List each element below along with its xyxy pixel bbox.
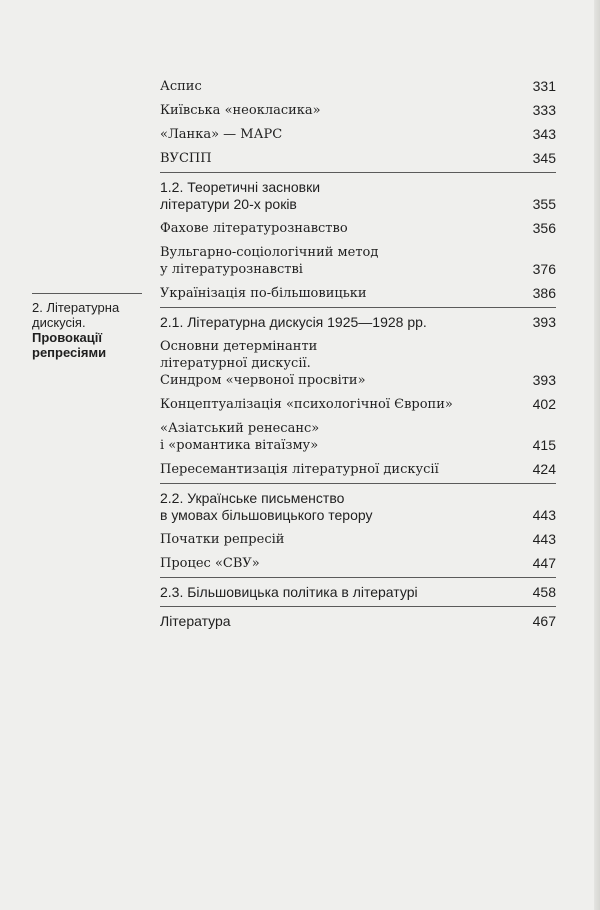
- toc-entry-title: Концептуалізація «психологічної Європи»: [160, 397, 453, 412]
- toc-entry: [160, 555, 556, 572]
- toc-divider: [160, 577, 556, 578]
- toc-divider: [160, 172, 556, 173]
- toc-page-number: 424: [532, 461, 556, 477]
- toc-entry: [160, 531, 556, 548]
- section-heading-line: 2. Літературна: [32, 300, 120, 315]
- toc-page-number: 355: [532, 196, 556, 212]
- toc-entry: [160, 338, 556, 389]
- toc-entry: [160, 461, 556, 478]
- toc-entry-title: Процес «СВУ»: [160, 556, 260, 571]
- toc-entry-title: 2.1. Літературна дискусія 1925—1928 рр.: [160, 314, 427, 330]
- section-divider: [32, 293, 142, 294]
- toc-page-number: 331: [532, 78, 556, 94]
- toc-page-number: 467: [532, 613, 556, 629]
- toc-entry-title: 2.3. Більшовицька політика в літературі: [160, 584, 418, 600]
- toc-entry: [160, 613, 556, 630]
- toc-page-number: 393: [532, 372, 556, 388]
- toc-entry: [160, 420, 556, 454]
- toc-page-number: 458: [532, 584, 556, 600]
- toc-entry-title: Вульгарно-соціологічний метод: [160, 245, 379, 260]
- toc-entry-title: і «романтика вітаїзму»: [160, 438, 319, 453]
- toc-page-number: 386: [532, 285, 556, 301]
- toc-divider: [160, 606, 556, 607]
- toc-entry-title: ВУСПП: [160, 151, 212, 166]
- toc-page-number: 402: [532, 396, 556, 412]
- toc-page-number: 443: [532, 531, 556, 547]
- toc-entry-title: «Ланка» — МАРС: [160, 127, 283, 142]
- toc-entry-title: в умовах більшовицького терору: [160, 507, 373, 523]
- toc-entry: [160, 126, 556, 143]
- section-heading-line: дискусія.: [32, 315, 86, 330]
- page-edge: [594, 0, 600, 910]
- toc-entry-title: літератури 20-х років: [160, 196, 297, 212]
- toc-entry-title: 2.2. Українське письменство: [160, 490, 345, 506]
- toc-page-number: 333: [532, 102, 556, 118]
- toc-entry-title: Київська «неокласика»: [160, 103, 321, 118]
- toc-page-number: 343: [532, 126, 556, 142]
- toc-entry-title: 1.2. Теоретичні засновки: [160, 179, 321, 195]
- toc-entry-title: Основни детермінанти: [160, 339, 318, 354]
- toc-entry-title: Синдром «червоної просвіти»: [160, 373, 366, 388]
- toc-entry: [160, 102, 556, 119]
- toc-entry: [160, 150, 556, 167]
- toc-entry-title: «Азіатський ренесанс»: [160, 421, 320, 436]
- toc-entry: [160, 244, 556, 278]
- section-heading: [32, 300, 152, 360]
- toc-entry-title: Література: [160, 613, 231, 629]
- table-of-contents: [160, 78, 556, 637]
- toc-entry-title: Початки репресій: [160, 532, 285, 547]
- toc-divider: [160, 307, 556, 308]
- toc-entry: [160, 220, 556, 237]
- toc-entry: [160, 314, 556, 331]
- toc-entry: [160, 584, 556, 601]
- toc-page-number: 447: [532, 555, 556, 571]
- toc-entry: [160, 285, 556, 302]
- toc-page-number: 415: [532, 437, 556, 453]
- toc-entry: [160, 396, 556, 413]
- toc-entry: [160, 179, 556, 213]
- toc-page-number: 443: [532, 507, 556, 523]
- toc-page-number: 356: [532, 220, 556, 236]
- section-heading-bold-line: Провокації: [32, 330, 102, 345]
- toc-entry-title: у літературознавстві: [160, 262, 303, 277]
- toc-entry: [160, 490, 556, 524]
- toc-entry-title: літературної дискусії.: [160, 356, 311, 371]
- toc-entry-title: Пересемантизація літературної дискусії: [160, 462, 439, 477]
- toc-entry-title: Фахове літературознавство: [160, 221, 348, 236]
- toc-page-number: 376: [532, 261, 556, 277]
- toc-page-number: 345: [532, 150, 556, 166]
- toc-entry-title: Українізація по-більшовицьки: [160, 286, 367, 301]
- toc-entry: [160, 78, 556, 95]
- section-heading-bold-line: репресіями: [32, 345, 107, 360]
- toc-page-number: 393: [532, 314, 556, 330]
- toc-entry-title: Аспис: [160, 79, 202, 94]
- toc-divider: [160, 483, 556, 484]
